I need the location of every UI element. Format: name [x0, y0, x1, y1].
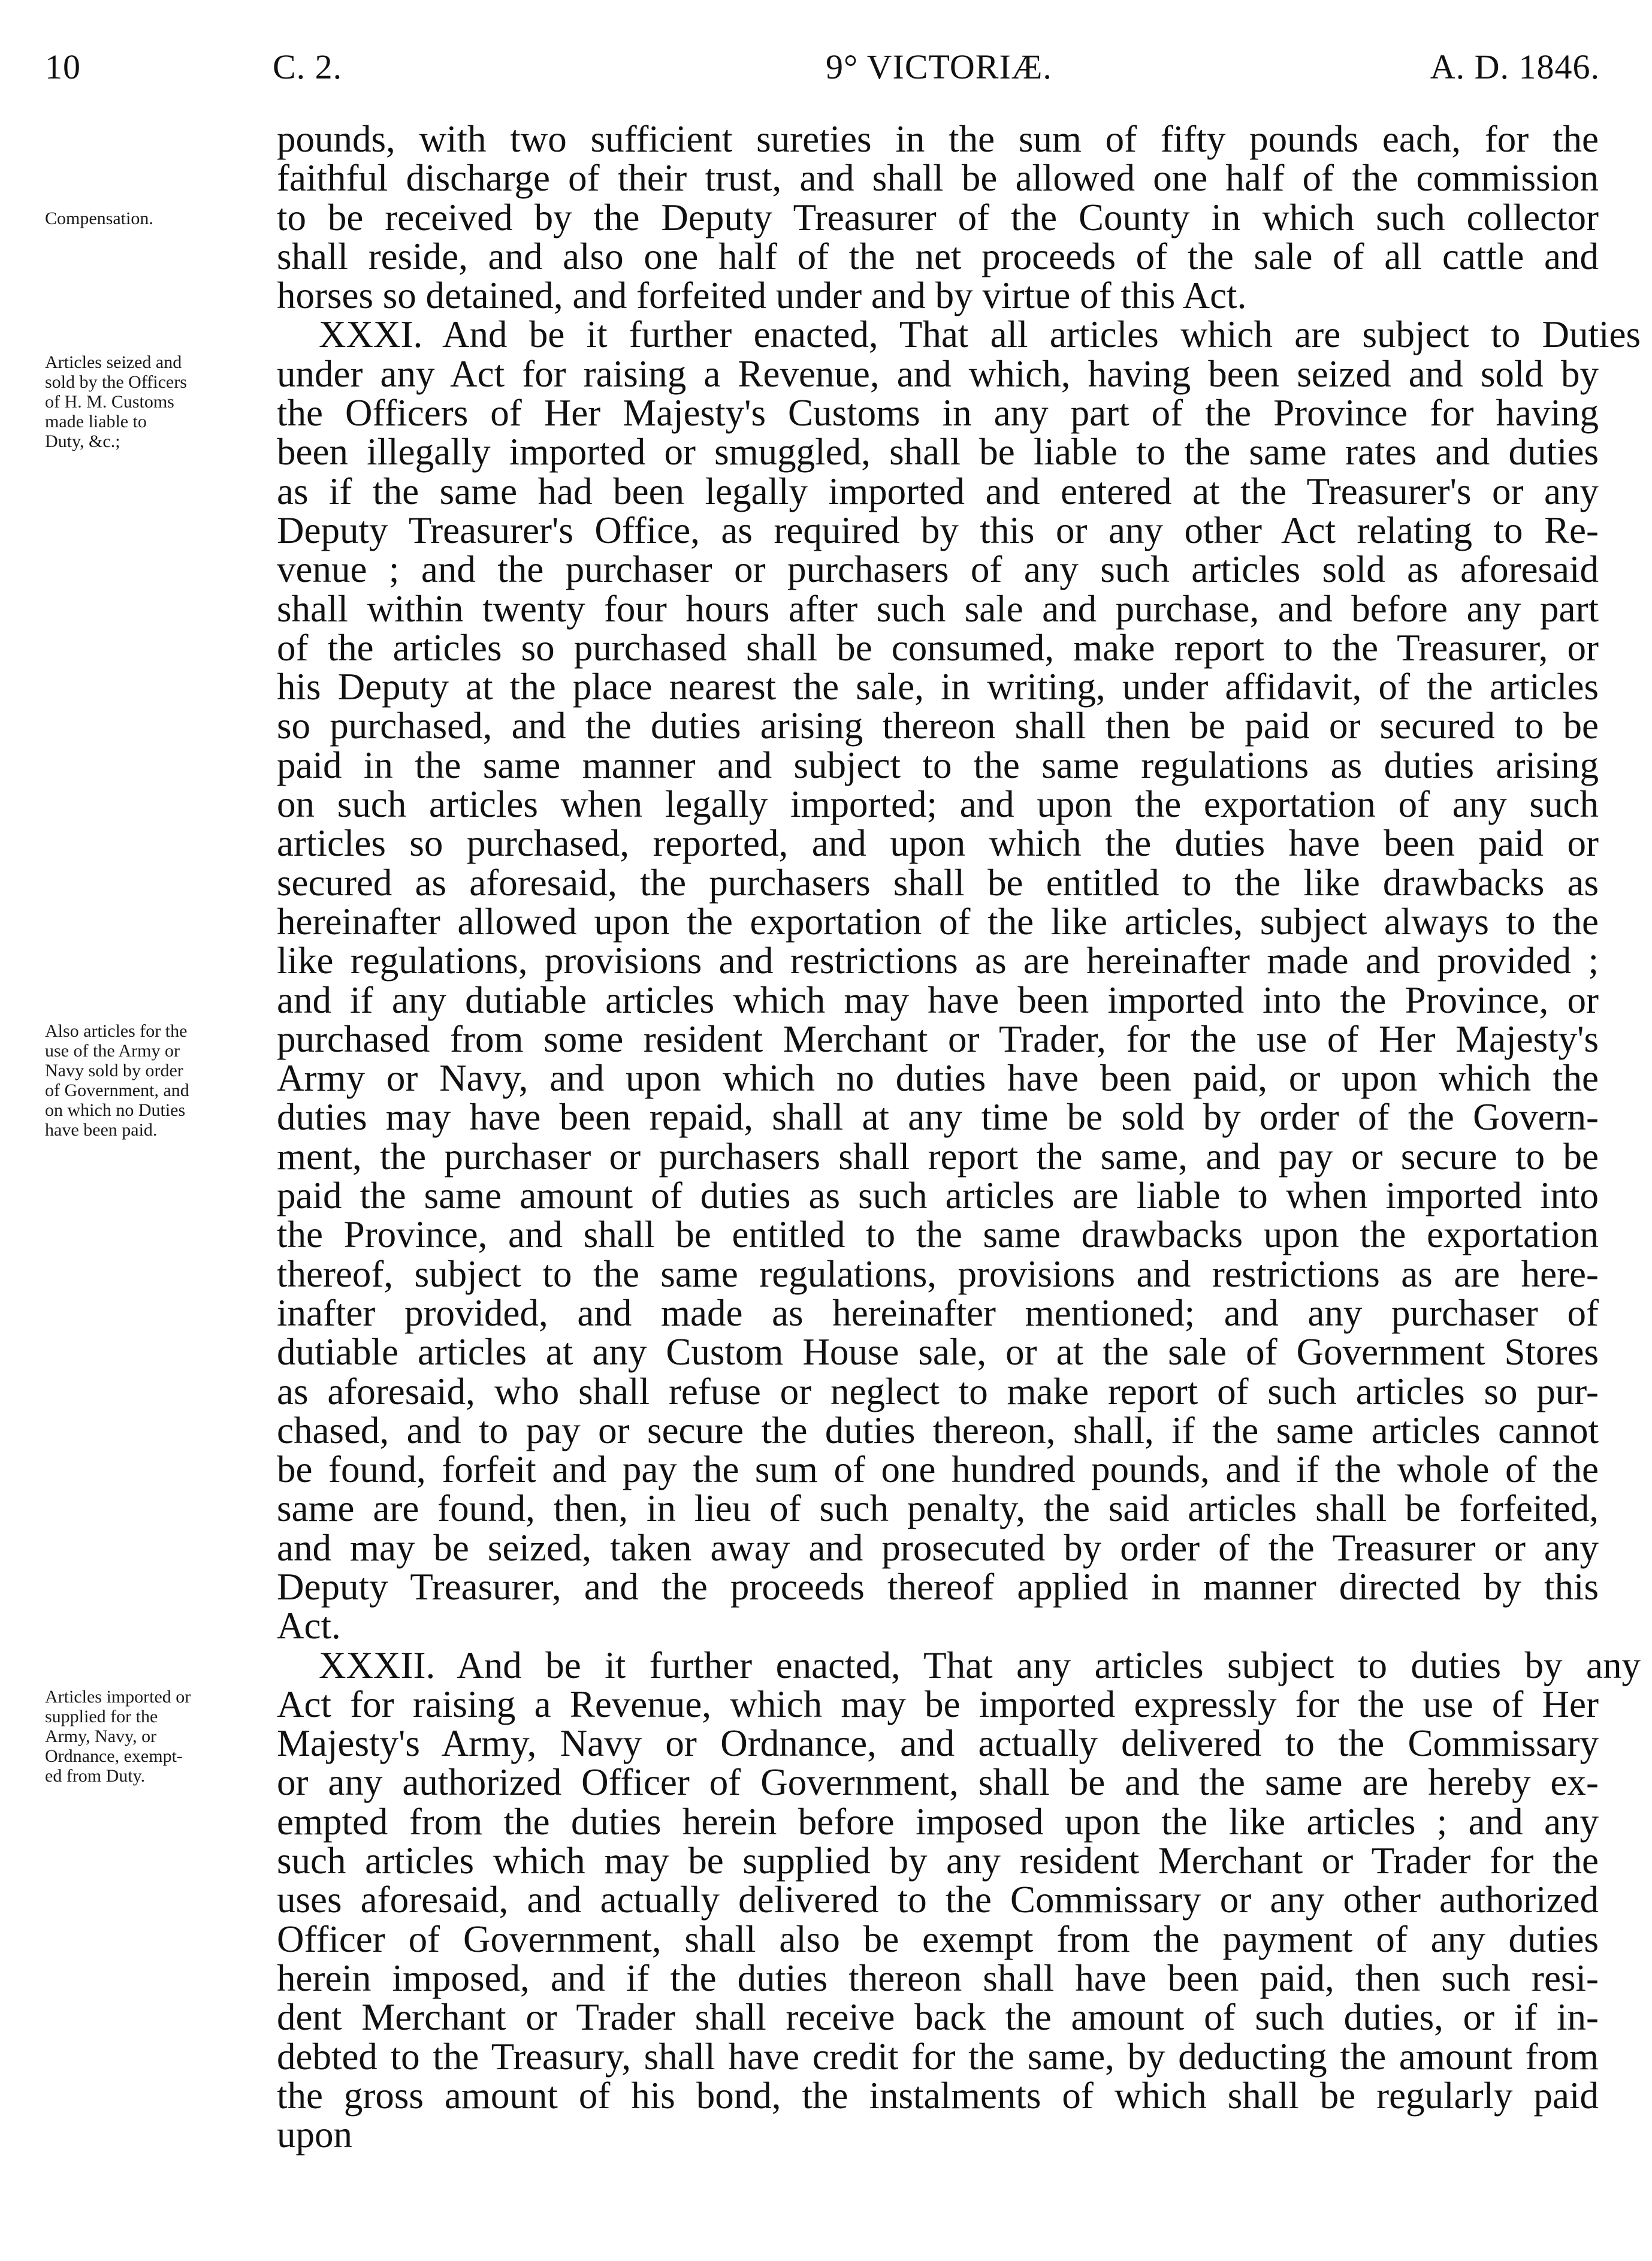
body-line: on such articles when legally imported; and upon the exportation of any such [277, 783, 1599, 826]
body-line: venue ; and the purchaser or purchasers of any such articles sold as aforesaid [277, 548, 1599, 591]
body-line: XXXII. And be it further enacted, That any articles subject to duties by any [319, 1644, 1641, 1686]
body-line: been illegally imported or smuggled, shall be liable to the same rates and duties [277, 431, 1599, 473]
body-line: or any authorized Officer of Government, shall be and the same are hereby ex- [277, 1761, 1599, 1804]
margin-note-line: ed from Duty. [45, 1766, 146, 1786]
page-number: 10 [45, 47, 81, 86]
body-line: as aforesaid, who shall refuse or neglect to make report of such articles so pur- [277, 1370, 1599, 1412]
body-line: pounds, with two sufficient sureties in the sum of fifty pounds each, for the [277, 118, 1599, 160]
body-line: chased, and to pay or secure the duties thereon, shall, if the same articles cannot [277, 1409, 1599, 1451]
body-line: and if any dutiable articles which may have been imported into the Province, or [277, 979, 1599, 1021]
body-line: so purchased, and the duties arising thereon shall then be paid or secured to be [277, 705, 1599, 747]
body-line: same are found, then, in lieu of such penalty, the said articles shall be forfeited, [277, 1487, 1599, 1530]
body-line: shall reside, and also one half of the net proceeds of the sale of all cattle and [277, 235, 1599, 277]
body-line: purchased from some resident Merchant or Trader, for the use of Her Majesty's [277, 1018, 1599, 1060]
margin-note-line: Articles seized and [45, 352, 182, 372]
reign-title: 9° VICTORIÆ. [826, 47, 1052, 86]
body-line: debted to the Treasury, shall have credit for the same, by deducting the amount from [277, 2035, 1599, 2078]
body-line: to be received by the Deputy Treasurer of the County in which such collector [277, 196, 1599, 239]
chapter-label: C. 2. [273, 47, 343, 86]
body-line: thereof, subject to the same regulations, provisions and restrictions as are here- [277, 1252, 1599, 1295]
body-line: Army or Navy, and upon which no duties have been paid, or upon which the [277, 1057, 1599, 1100]
body-line: as if the same had been legally imported and entered at the Treasurer's or any [277, 470, 1599, 512]
body-line: such articles which may be supplied by any resident Merchant or Trader for the [277, 1840, 1599, 1882]
body-line: under any Act for raising a Revenue, and which, having been seized and sold by [277, 352, 1599, 395]
running-header [45, 47, 1600, 95]
body-line: Deputy Treasurer, and the proceeds thereof applied in manner directed by this [277, 1565, 1599, 1608]
margin-note-line: supplied for the [45, 1707, 158, 1726]
body-line: herein imposed, and if the duties thereon shall have been paid, then such resi- [277, 1957, 1599, 1999]
body-line: like regulations, provisions and restrictions as are hereinafter made and provided ; [277, 940, 1599, 982]
margin-note-line: Navy sold by order [45, 1061, 183, 1080]
body-line: faithful discharge of their trust, and shall be allowed one half of the commission [277, 157, 1599, 200]
body-line: the Officers of Her Majesty's Customs in any part of the Province for having [277, 392, 1599, 434]
body-line: Majesty's Army, Navy or Ordnance, and actually delivered to the Commissary [277, 1722, 1599, 1765]
margin-note-line: of H. M. Customs [45, 392, 174, 412]
margin-note-line: Duty, &c.; [45, 431, 120, 451]
body-line: uses aforesaid, and actually delivered to the Commissary or any other authorized [277, 1879, 1599, 1921]
body-line: XXXI. And be it further enacted, That all articles which are subject to Duties [319, 313, 1641, 356]
margin-note-line: Compensation. [45, 209, 153, 228]
body-text [277, 117, 1641, 2156]
margin-note-line: Also articles for the [45, 1021, 188, 1041]
margin-note-line: Army, Navy, or [45, 1726, 157, 1746]
body-line: dent Merchant or Trader shall receive back the amount of such duties, or if in- [277, 1996, 1599, 2039]
body-line: articles so purchased, reported, and upon which the duties have been paid or [277, 822, 1599, 865]
margin-note-line: Articles imported or [45, 1687, 191, 1707]
margin-note-exempted-from-duty [45, 1687, 261, 1786]
margin-note-articles-seized [45, 352, 261, 451]
margin-note-line: of Government, and [45, 1080, 189, 1100]
margin-note-line: on which no Duties [45, 1100, 186, 1120]
body-line: hereinafter allowed upon the exportation of the like articles, subject always to the [277, 900, 1599, 943]
body-line: and may be seized, taken away and prosecuted by order of the Treasurer or any [277, 1526, 1599, 1569]
body-line: upon [277, 2114, 352, 2156]
margin-note-army-navy-articles [45, 1021, 261, 1140]
body-line: shall within twenty four hours after such sale and purchase, and before any part [277, 587, 1599, 630]
margin-note-line: have been paid. [45, 1120, 158, 1140]
body-line: Officer of Government, shall also be exempt from the payment of any duties [277, 1918, 1599, 1960]
body-line: Act. [277, 1605, 341, 1647]
year-label: A. D. 1846. [1430, 47, 1600, 86]
body-line: dutiable articles at any Custom House sale, or at the sale of Government Stores [277, 1331, 1599, 1373]
body-line: his Deputy at the place nearest the sale, in writing, under affidavit, of the articles [277, 666, 1599, 708]
body-line: inafter provided, and made as hereinafter mentioned; and any purchaser of [277, 1291, 1599, 1334]
margin-note-line: Ordnance, exempt- [45, 1746, 183, 1766]
body-line: Act for raising a Revenue, which may be imported expressly for the use of Her [277, 1683, 1599, 1725]
body-line: empted from the duties herein before imposed upon the like articles ; and any [277, 1800, 1599, 1843]
body-line: Deputy Treasurer's Office, as required by this or any other Act relating to Re- [277, 509, 1599, 551]
body-line: ment, the purchaser or purchasers shall report the same, and pay or secure to be [277, 1135, 1599, 1178]
margin-note-line: use of the Army or [45, 1041, 180, 1061]
body-line: horses so detained, and forfeited under and by virtue of this Act. [277, 274, 1247, 317]
body-line: duties may have been repaid, shall at any time be sold by order of the Govern- [277, 1096, 1599, 1139]
body-line: paid in the same manner and subject to the same regulations as duties arising [277, 744, 1599, 786]
margin-note-compensation [45, 209, 261, 228]
body-line: be found, forfeit and pay the sum of one hundred pounds, and if the whole of the [277, 1448, 1599, 1491]
margin-note-line: sold by the Officers [45, 372, 187, 392]
body-line: paid the same amount of duties as such articles are liable to when imported into [277, 1175, 1599, 1217]
body-line: the Province, and shall be entitled to the same drawbacks upon the exportation [277, 1213, 1599, 1256]
margin-note-line: made liable to [45, 412, 147, 431]
body-line: the gross amount of his bond, the instalments of which shall be regularly paid [277, 2074, 1599, 2117]
body-line: secured as aforesaid, the purchasers shall be entitled to the like drawbacks as [277, 861, 1599, 904]
body-line: of the articles so purchased shall be consumed, make report to the Treasurer, or [277, 626, 1599, 669]
